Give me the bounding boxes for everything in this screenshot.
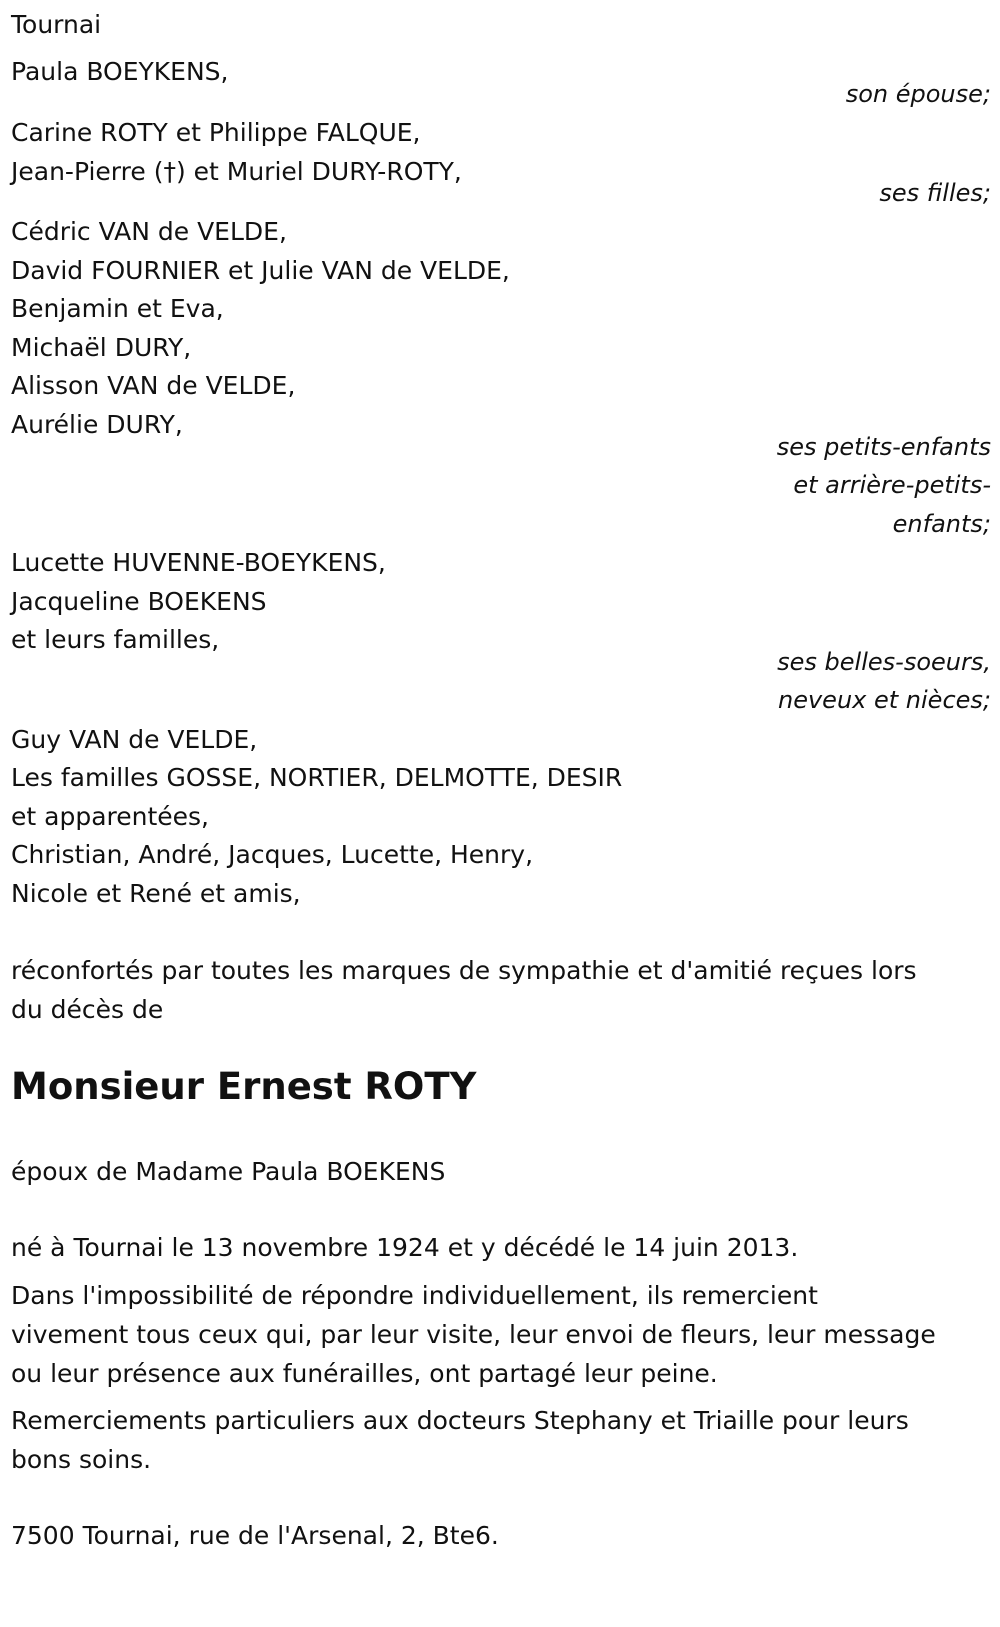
sister-in-law-name: Lucette HUVENNE-BOEYKENS, [11,548,386,577]
intro-line: réconfortés par toutes les marques de sympathie et d'amitié reçues lors [11,956,917,985]
deceased-name: Monsieur Ernest ROTY [11,1065,477,1108]
intro-line: du décès de [11,995,164,1024]
thanks-line: Dans l'impossibilité de répondre individuellement, ils remercient [11,1281,818,1310]
intro-paragraph [11,951,991,1029]
birth-death-line: né à Tournai le 13 novembre 1924 et y décédé le 14 juin 2013. [11,1233,799,1262]
thanks-paragraph [11,1276,991,1393]
sisters-in-law-relation: neveux et nièces; [778,686,991,714]
relative-name: Nicole et René et amis, [11,879,301,908]
special-thanks-line: bons soins. [11,1445,152,1474]
spouse-of-line: époux de Madame Paula BOEKENS [11,1157,446,1186]
grandchildren-relation: ses petits-enfants [776,433,991,461]
daughters-relation: ses filles; [879,179,991,207]
grandchild-name: Aurélie DURY, [11,410,183,439]
spouse-relation: son épouse; [845,80,991,108]
special-thanks-line: Remerciements particuliers aux docteurs Stephany et Triaille pour leurs [11,1406,909,1435]
grandchild-name: Michaël DURY, [11,333,192,362]
sister-in-law-name: Jacqueline BOEKENS [11,587,267,616]
spouse-name: Paula BOEYKENS, [11,57,229,86]
special-thanks-paragraph [11,1401,991,1479]
address-line: 7500 Tournai, rue de l'Arsenal, 2, Bte6. [11,1521,499,1550]
grandchildren-relation: enfants; [892,510,991,538]
sister-in-law-name: et leurs familles, [11,625,220,654]
relative-name: Guy VAN de VELDE, [11,725,258,754]
grandchild-name: Benjamin et Eva, [11,294,224,323]
grandchild-name: David FOURNIER et Julie VAN de VELDE, [11,256,510,285]
obituary-notice [11,0,991,1627]
relative-name: Les familles GOSSE, NORTIER, DELMOTTE, DESIR [11,763,623,792]
grandchild-name: Cédric VAN de VELDE, [11,217,287,246]
daughter-name: Jean-Pierre (†) et Muriel DURY-ROTY, [11,157,462,186]
grandchildren-relation: et arrière-petits- [793,471,991,499]
sisters-in-law-relation: ses belles-soeurs, [777,648,991,676]
relative-name: Christian, André, Jacques, Lucette, Henry, [11,840,534,869]
thanks-line: vivement tous ceux qui, par leur visite, leur envoi de fleurs, leur message [11,1320,936,1349]
relative-name: et apparentées, [11,802,209,831]
place-heading: Tournai [11,10,102,39]
daughter-name: Carine ROTY et Philippe FALQUE, [11,118,421,147]
thanks-line: ou leur présence aux funérailles, ont partagé leur peine. [11,1359,718,1388]
grandchild-name: Alisson VAN de VELDE, [11,371,296,400]
